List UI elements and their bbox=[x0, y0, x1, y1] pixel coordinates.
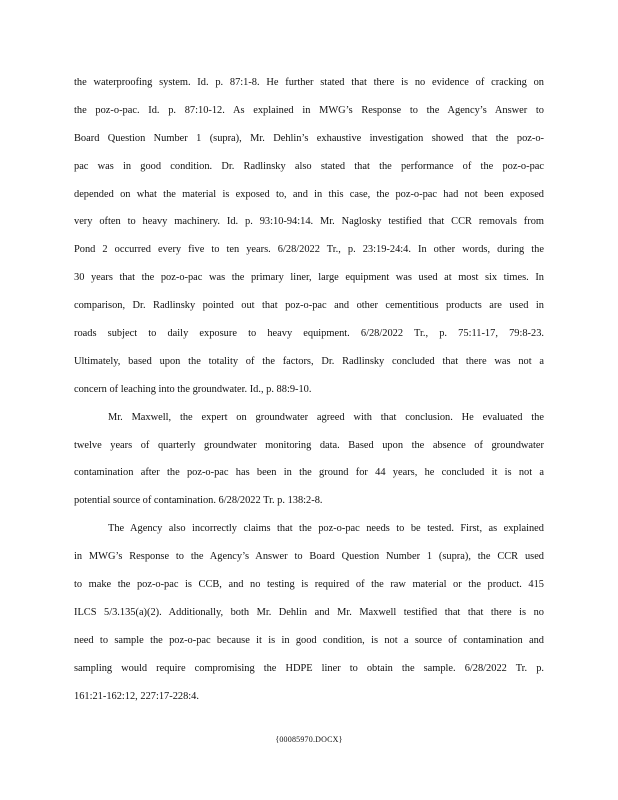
text-line: very often to heavy machinery. Id. p. 93:10-94:14. Mr. Naglosky testified that CCR removals from bbox=[74, 216, 544, 228]
text-line: 30 years that the poz-o-pac was the primary liner, large equipment was used at most six times. In bbox=[74, 272, 544, 284]
text-line: concern of leaching into the groundwater. Id., p. 88:9-10. bbox=[74, 383, 312, 395]
text-line: pac was in good condition. Dr. Radlinsky also stated that the performance of the poz-o-pac bbox=[74, 160, 544, 172]
text-line: need to sample the poz-o-pac because it is in good condition, is not a source of contamination and bbox=[74, 634, 544, 646]
text-line: the waterproofing system. Id. p. 87:1-8. He further stated that there is no evidence of cracking on bbox=[74, 77, 544, 88]
text-line: sampling would require compromising the HDPE liner to obtain the sample. 6/28/2022 Tr. p. bbox=[74, 662, 544, 674]
text-line: 161:21-162:12, 227:17-228:4. bbox=[74, 690, 199, 702]
text-line: Pond 2 occurred every five to ten years. 6/28/2022 Tr., p. 23:19-24:4. In other words, during the bbox=[74, 244, 544, 256]
document-footer: {00085970.DOCX} bbox=[275, 735, 343, 744]
text-line: to make the poz-o-pac is CCB, and no testing is required of the raw material or the product. 415 bbox=[74, 579, 544, 591]
text-line: in MWG’s Response to the Agency’s Answer to Board Question Number 1 (supra), the CCR used bbox=[74, 551, 544, 563]
text-line: roads subject to daily exposure to heavy equipment. 6/28/2022 Tr., p. 75:11-17, 79:8-23. bbox=[74, 328, 544, 340]
text-line: Board Question Number 1 (supra), Mr. Dehlin’s exhaustive investigation showed that the poz-o- bbox=[74, 132, 544, 144]
text-line: ILCS 5/3.135(a)(2). Additionally, both Mr. Dehlin and Mr. Maxwell testified that that there is no bbox=[74, 606, 544, 618]
text-line: Mr. Maxwell, the expert on groundwater agreed with that conclusion. He evaluated the bbox=[108, 411, 544, 423]
text-line: twelve years of quarterly groundwater monitoring data. Based upon the absence of groundwater bbox=[74, 439, 544, 451]
body-text bbox=[74, 69, 544, 710]
text-line: the poz-o-pac. Id. p. 87:10-12. As explained in MWG’s Response to the Agency’s Answer to bbox=[74, 104, 544, 116]
text-line: contamination after the poz-o-pac has been in the ground for 44 years, he concluded it is not a bbox=[74, 467, 544, 479]
text-line: comparison, Dr. Radlinsky pointed out that poz-o-pac and other cementitious products are used in bbox=[74, 300, 544, 312]
text-line: potential source of contamination. 6/28/2022 Tr. p. 138:2-8. bbox=[74, 495, 323, 507]
text-line: Ultimately, based upon the totality of the factors, Dr. Radlinsky concluded that there was not a bbox=[74, 355, 544, 367]
text-line: depended on what the material is exposed to, and in this case, the poz-o-pac had not been exposed bbox=[74, 188, 544, 200]
text-line: The Agency also incorrectly claims that the poz-o-pac needs to be tested. First, as explained bbox=[108, 523, 544, 535]
